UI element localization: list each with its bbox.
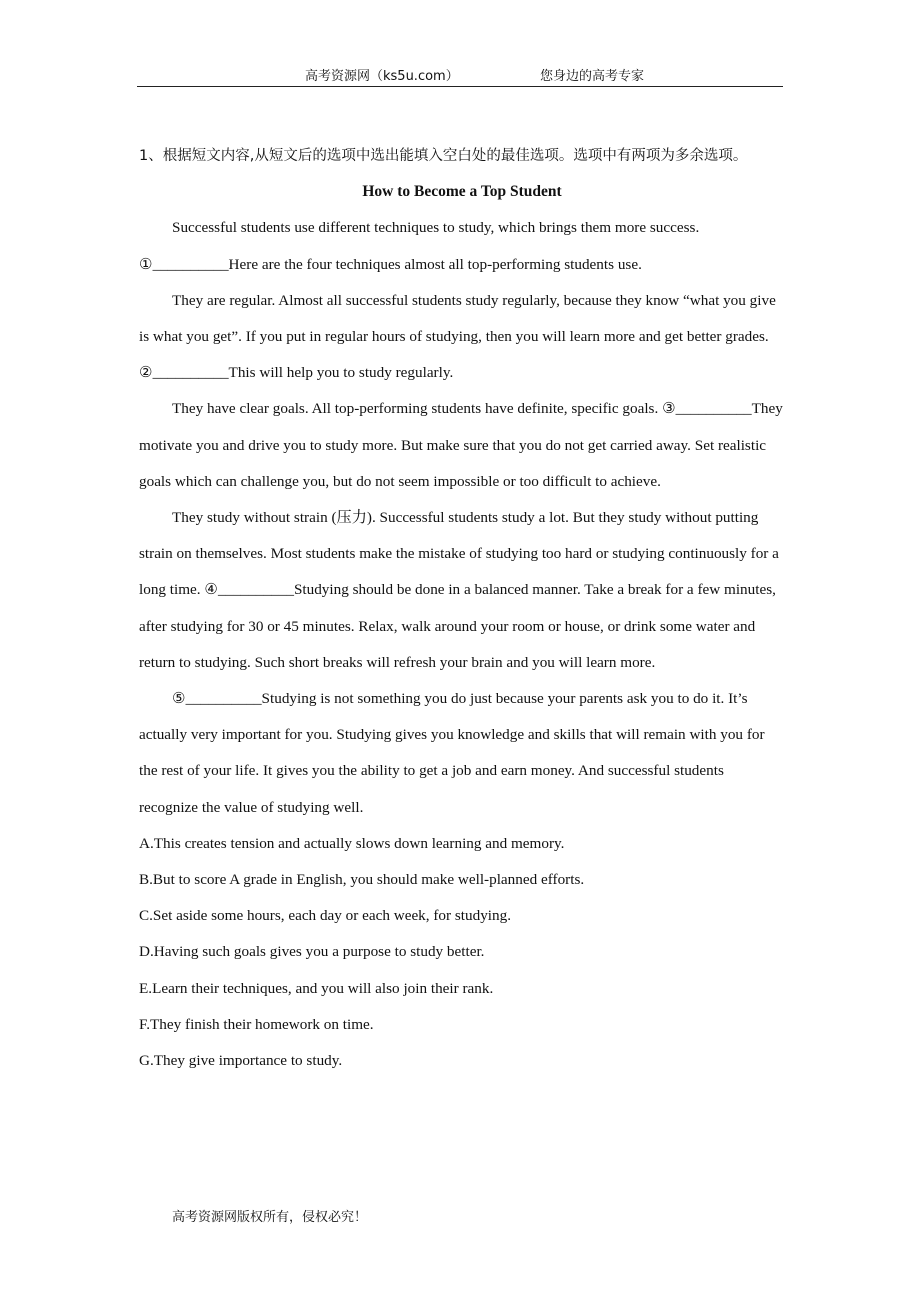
page-footer: 高考资源网版权所有，侵权必究！ — [172, 1210, 368, 1225]
option-b: B.But to score A grade in English, you should make well-planned efforts. — [139, 871, 585, 889]
article-title: How to Become a Top Student — [362, 183, 562, 201]
option-f: F.They finish their homework on time. — [139, 1015, 374, 1033]
option-c: C.Set aside some hours, each day or each week, for studying. — [139, 907, 511, 925]
page-header — [137, 62, 783, 87]
header-slogan: 您身边的高考专家 — [540, 69, 645, 84]
article-paragraph-5: ⑤__________Studying is not something you do just because your parents ask you to do it. It’s actually very important for you. Studying gives you knowledge and skills that will remain with you for the rest of your life. It gives you the ability to get a job and earn money. And successful students recognize the value of studying well. — [139, 690, 765, 816]
header-site-name: 高考资源网（ks5u.com） — [305, 69, 459, 84]
document-body — [139, 138, 785, 1079]
article-paragraph-4: They study without strain (压力). Successful students study a lot. But they study without putting strain on themselves. Most students make the mistake of studying too hard or studying continuously for a long time. ④__________Studying should be done in a balanced manner. Take a break for a few minutes, after studying for 30 or 45 minutes. Relax, walk around your room or house, or drink some water and return to studying. Such short breaks will refresh your brain and you will learn more. — [139, 509, 779, 671]
option-a: A.This creates tension and actually slows down learning and memory. — [139, 834, 565, 852]
option-d: D.Having such goals gives you a purpose to study better. — [139, 943, 485, 961]
question-instruction: 1、根据短文内容,从短文后的选项中选出能填入空白处的最佳选项。选项中有两项为多余选项。 — [139, 148, 748, 164]
article-paragraph-1: Successful students use different techniques to study, which brings them more success. ①__________Here are the four techniques almost all top-performing students use. — [139, 219, 700, 273]
article-paragraph-3: They have clear goals. All top-performing students have definite, specific goals. ③__________They motivate you and drive you to study more. But make sure that you do not get carried away. Set realistic goals which can challenge you, but do not seem impossible or too difficult to achieve. — [139, 400, 783, 490]
option-g: G.They give importance to study. — [139, 1052, 343, 1070]
option-e: E.Learn their techniques, and you will also join their rank. — [139, 979, 494, 997]
article-paragraph-2: They are regular. Almost all successful students study regularly, because they know “what you give is what you get”. If you put in regular hours of studying, then you will learn more and get better grades. ②__________This will help you to study regularly. — [139, 291, 776, 382]
